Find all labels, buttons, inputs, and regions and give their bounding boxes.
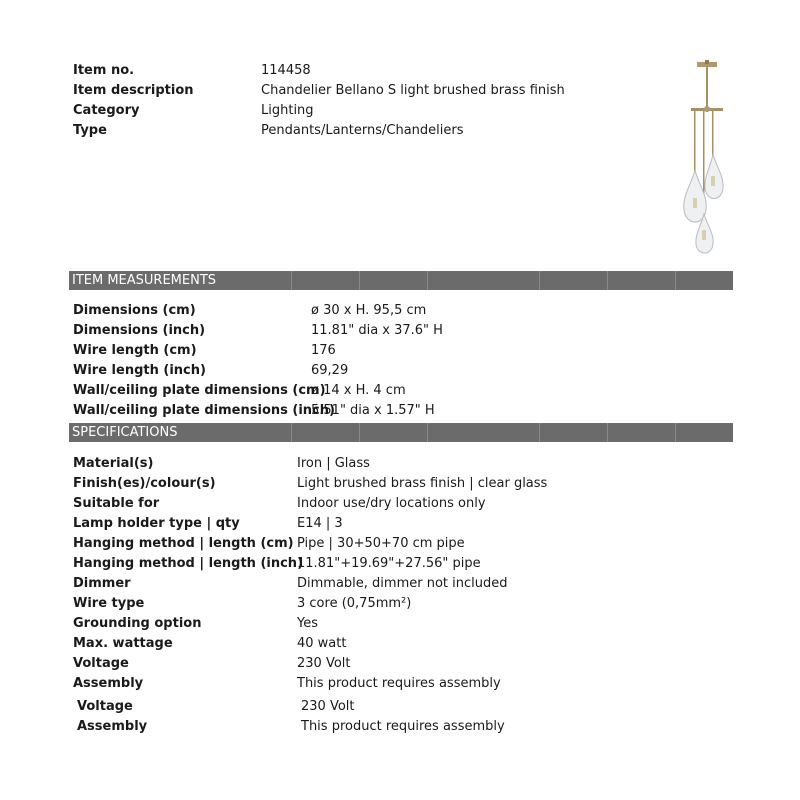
item-measurements-header: [69, 271, 733, 290]
spec-row-label: Finish(es)/colour(s): [73, 476, 216, 491]
item-description-value: Chandelier Bellano S light brushed brass finish: [261, 83, 565, 98]
spec-row-label: Assembly: [73, 676, 144, 691]
spec-row-label: Grounding option: [73, 616, 202, 631]
spec-row-label: Material(s): [73, 456, 154, 471]
spec-row-value: Indoor use/dry locations only: [297, 496, 486, 511]
spec-row-value: Light brushed brass finish | clear glass: [297, 476, 548, 491]
item-no-value: 114458: [261, 63, 311, 78]
spec-row-label: Max. wattage: [73, 636, 173, 651]
type-label: Type: [73, 123, 107, 138]
spec-row-value: Iron | Glass: [297, 456, 370, 471]
spec-row-label: Wire length (inch): [73, 363, 206, 378]
spec-row-value: 230 Volt: [297, 656, 351, 671]
category-label: Category: [73, 103, 140, 118]
spec-row-value: 176: [311, 343, 336, 358]
spec-row-label: Dimmer: [73, 576, 131, 591]
spec-row-value: E14 | 3: [297, 516, 343, 531]
spec-row-label: Wire length (cm): [73, 343, 197, 358]
spec-row-label: Dimensions (inch): [73, 323, 206, 338]
specifications-header: [69, 423, 733, 442]
spec-row-value: ø 30 x H. 95,5 cm: [311, 303, 427, 318]
spec-row-label: Suitable for: [73, 496, 160, 511]
spec-row-label: Voltage: [77, 699, 133, 714]
spec-row-value: 3 core (0,75mm²): [297, 596, 412, 611]
spec-row-label: Wall/ceiling plate dimensions (inch): [73, 403, 335, 418]
spec-row-value: This product requires assembly: [297, 676, 501, 691]
spec-row-value: ø 14 x H. 4 cm: [311, 383, 406, 398]
spec-row-value: 11.81" dia x 37.6" H: [311, 323, 443, 338]
glass-drop-left: [684, 170, 707, 222]
spec-row-value: 40 watt: [297, 636, 347, 651]
main-pipe: [706, 67, 708, 112]
spec-row-label: Hanging method | length (inch): [73, 556, 304, 571]
spec-row-value: Dimmable, dimmer not included: [297, 576, 508, 591]
spec-row-label: Dimensions (cm): [73, 303, 196, 318]
spec-row-value: 69,29: [311, 363, 349, 378]
spec-row-value: 11.81"+19.69"+27.56" pipe: [297, 556, 481, 571]
category-value: Lighting: [261, 103, 314, 118]
item-description-label: Item description: [73, 83, 194, 98]
spec-row-label: Wall/ceiling plate dimensions (cm): [73, 383, 326, 398]
item-measurements-title: ITEM MEASUREMENTS: [72, 273, 217, 288]
spec-row-label: Assembly: [77, 719, 148, 734]
spec-row-label: Voltage: [73, 656, 129, 671]
chandelier-product-image: [668, 58, 748, 258]
spec-row-value: This product requires assembly: [301, 719, 505, 734]
type-value: Pendants/Lanterns/Chandeliers: [261, 123, 464, 138]
spec-row-label: Lamp holder type | qty: [73, 516, 240, 531]
spec-row-value: Yes: [297, 616, 318, 631]
spec-row-value: 5.51" dia x 1.57" H: [311, 403, 435, 418]
spec-row-label: Wire type: [73, 596, 145, 611]
item-no-label: Item no.: [73, 63, 135, 78]
spec-row-value: Pipe | 30+50+70 cm pipe: [297, 536, 465, 551]
spec-row-label: Hanging method | length (cm): [73, 536, 294, 551]
specifications-title: SPECIFICATIONS: [72, 425, 178, 440]
spec-row-value: 230 Volt: [301, 699, 355, 714]
